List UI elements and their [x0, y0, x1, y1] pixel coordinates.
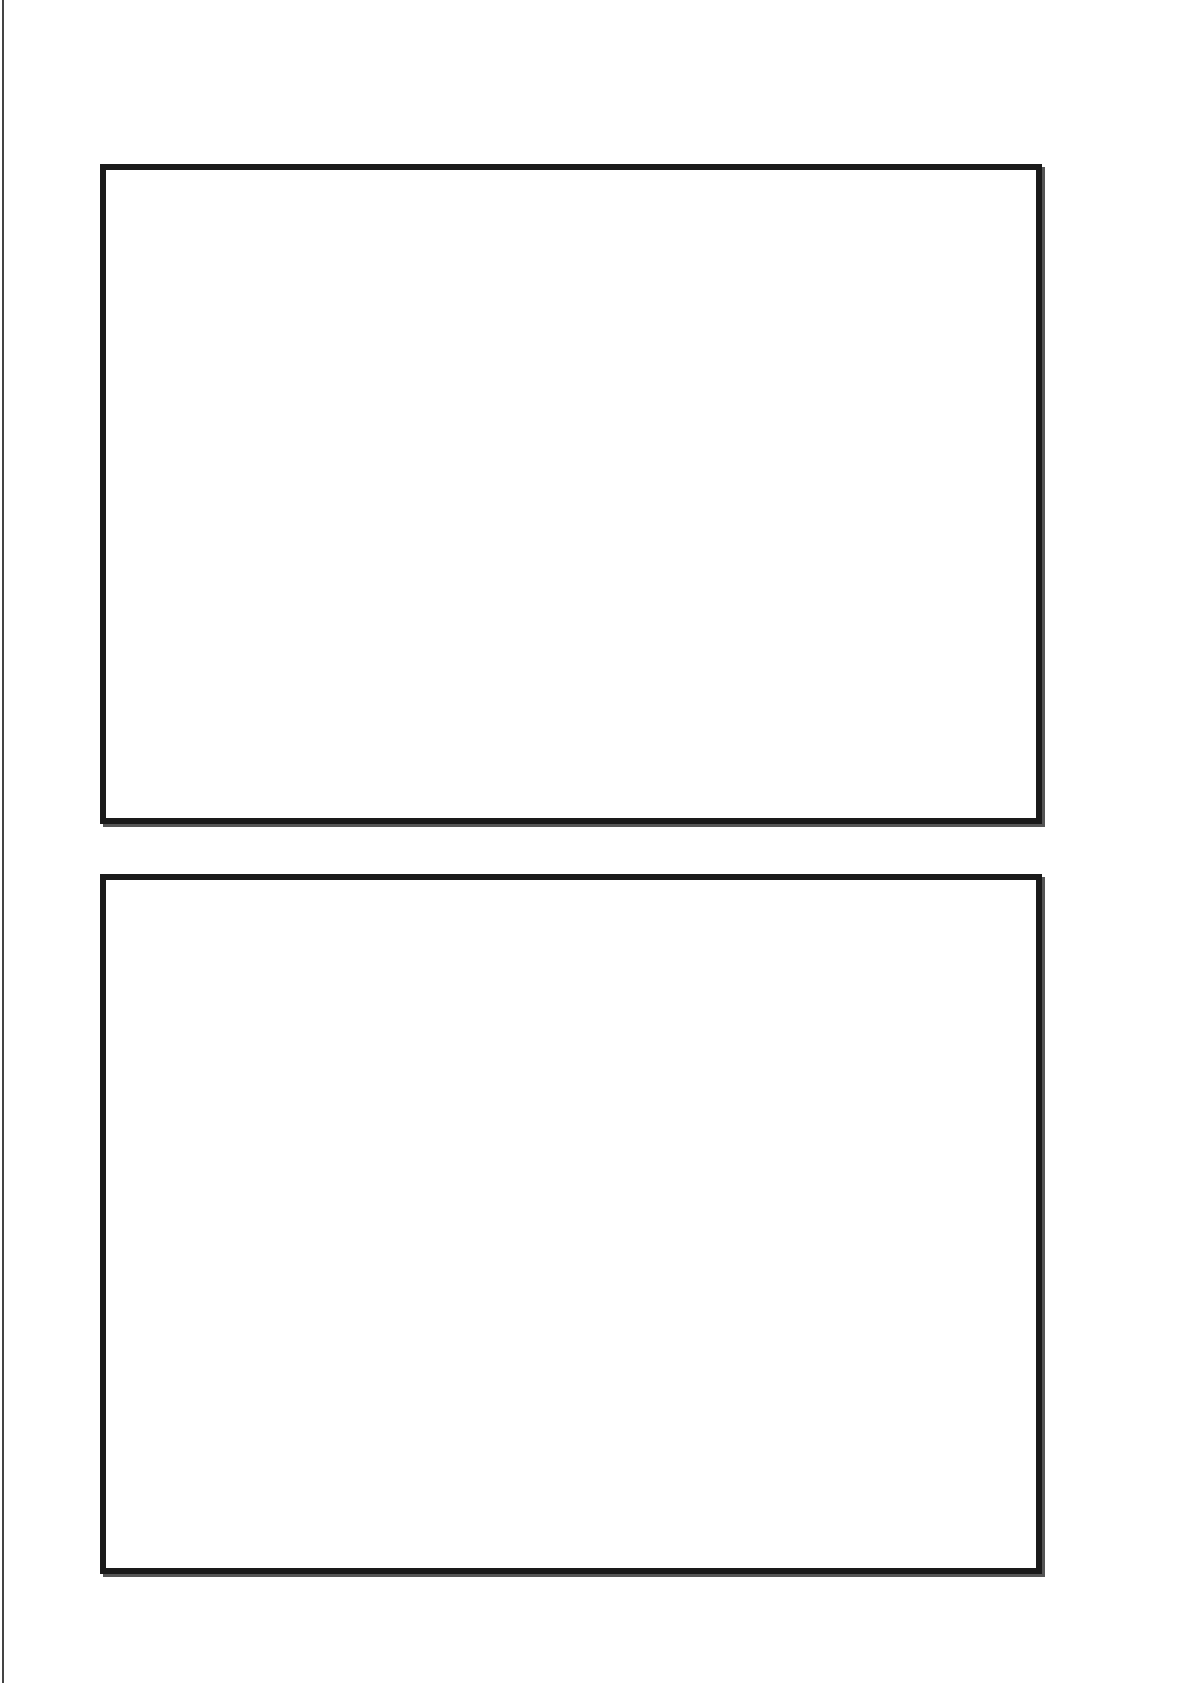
genealogy-page-bottom [100, 874, 1042, 1574]
bottom-columns [106, 880, 1036, 1568]
top-columns [106, 170, 1036, 818]
scan-edge-line [2, 0, 4, 1683]
genealogy-page-top [100, 164, 1042, 824]
